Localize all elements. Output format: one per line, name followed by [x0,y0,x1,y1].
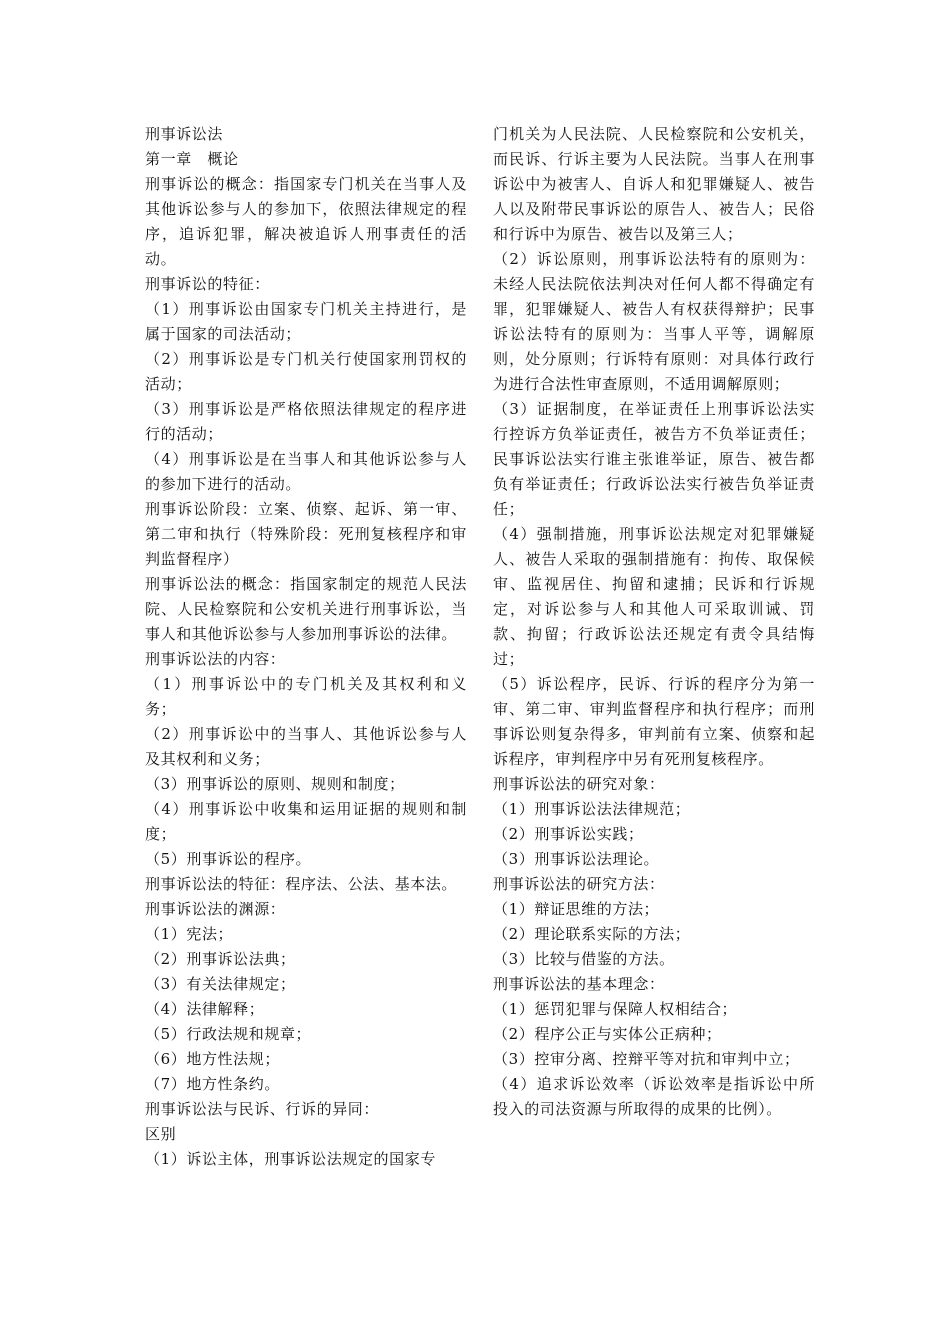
list-item: （1）刑事诉讼由国家专门机关主持进行，是属于国家的司法活动； [145,300,467,343]
list-item: （2）理论联系实际的方法； [493,925,691,943]
list-item: （3）比较与借鉴的方法。 [493,950,675,968]
paragraph: 刑事诉讼的概念：指国家专门机关在当事人及其他诉讼参与人的参加下，依照法律规定的程序，追诉犯罪，解决被追诉人刑事责任的活动。 [145,175,467,268]
right-column [493,122,815,1122]
subheading: 区别 [145,1125,177,1143]
list-item: （4）刑事诉讼中收集和运用证据的规则和制度； [145,800,467,843]
paragraph: 门机关为人民法院、人民检察院和公安机关，而民诉、行诉主要为人民法院。当事人在刑事诉讼中为被害人、自诉人和犯罪嫌疑人、被告人以及附带民事诉讼的原告人、被告人；民俗和行诉中为原告、被告以及第三人； [493,125,815,243]
list-item: （1）刑事诉讼法法律规范； [493,800,691,818]
list-item: （4）追求诉讼效率（诉讼效率是指诉讼中所投入的司法资源与所取得的成果的比例）。 [493,1075,815,1118]
list-item: （4）刑事诉讼是在当事人和其他诉讼参与人的参加下进行的活动。 [145,450,467,493]
list-item: （5）行政法规和规章； [145,1025,312,1043]
paragraph: 刑事诉讼法的特征：程序法、公法、基本法。 [145,875,458,893]
list-item: （3）证据制度，在举证责任上刑事诉讼法实行控诉方负举证责任，被告方不负举证责任；民事诉讼法实行谁主张谁举证，原告、被告都负有举证责任；行政诉讼法实行被告负举证责任； [493,400,815,518]
list-item: （4）法律解释； [145,1000,265,1018]
list-item: （3）刑事诉讼是严格依照法律规定的程序进行的活动； [145,400,467,443]
document-title: 刑事诉讼法 [145,125,224,143]
left-column [145,122,467,1172]
list-item: （7）地方性条约。 [145,1075,280,1093]
list-item: （1）刑事诉讼中的专门机关及其权利和义务； [145,675,467,718]
list-item: （2）诉讼原则，刑事诉讼法特有的原则为：未经人民法院依法判决对任何人都不得确定有罪，犯罪嫌疑人、被告人有权获得辩护；民事诉讼法特有的原则为：当事人平等，调解原则，处分原则；行诉特有原则：对具体行政行为进行合法性审查原则，不适用调解原则； [493,250,815,393]
paragraph: 刑事诉讼阶段：立案、侦察、起诉、第一审、第二审和执行（特殊阶段：死刑复核程序和审判监督程序） [145,500,467,568]
list-item: （3）刑事诉讼法理论。 [493,850,660,868]
section-heading: 刑事诉讼法的渊源： [145,900,286,918]
list-item: （4）强制措施，刑事诉讼法规定对犯罪嫌疑人、被告人采取的强制措施有：拘传、取保候审、监视居住、拘留和逮捕；民诉和行诉规定，对诉讼参与人和其他人可采取训诫、罚款、拘留；行政诉讼法还规定有责令具结悔过； [493,525,815,668]
section-heading: 刑事诉讼法的研究对象： [493,775,665,793]
list-item: （1）辩证思维的方法； [493,900,660,918]
list-item: （1）惩罚犯罪与保障人权相结合； [493,1000,738,1018]
section-heading: 刑事诉讼的特征： [145,275,270,293]
chapter-heading: 第一章 概论 [145,150,239,168]
section-heading: 刑事诉讼法的研究方法： [493,875,665,893]
list-item: （5）诉讼程序，民诉、行诉的程序分为第一审、第二审、审判监督程序和执行程序；而刑事诉讼则复杂得多，审判前有立案、侦察和起诉程序，审判程序中另有死刑复核程序。 [493,675,815,768]
list-item: （2）刑事诉讼中的当事人、其他诉讼参与人及其权利和义务； [145,725,467,768]
list-item: （1）诉讼主体，刑事诉讼法规定的国家专 [145,1150,436,1168]
list-item: （2）程序公正与实体公正病种； [493,1025,722,1043]
paragraph: 刑事诉讼法的概念：指国家制定的规范人民法院、人民检察院和公安机关进行刑事诉讼，当事人和其他诉讼参与人参加刑事诉讼的法律。 [145,575,467,643]
list-item: （2）刑事诉讼实践； [493,825,644,843]
list-item: （5）刑事诉讼的程序。 [145,850,312,868]
list-item: （2）刑事诉讼法典； [145,950,296,968]
list-item: （1）宪法； [145,925,234,943]
section-heading: 刑事诉讼法的内容： [145,650,286,668]
list-item: （3）有关法律规定； [145,975,296,993]
list-item: （2）刑事诉讼是专门机关行使国家刑罚权的活动； [145,350,467,393]
list-item: （3）刑事诉讼的原则、规则和制度； [145,775,405,793]
list-item: （3）控审分离、控辩平等对抗和审判中立； [493,1050,800,1068]
section-heading: 刑事诉讼法与民诉、行诉的异同： [145,1100,380,1118]
section-heading: 刑事诉讼法的基本理念： [493,975,665,993]
list-item: （6）地方性法规； [145,1050,280,1068]
